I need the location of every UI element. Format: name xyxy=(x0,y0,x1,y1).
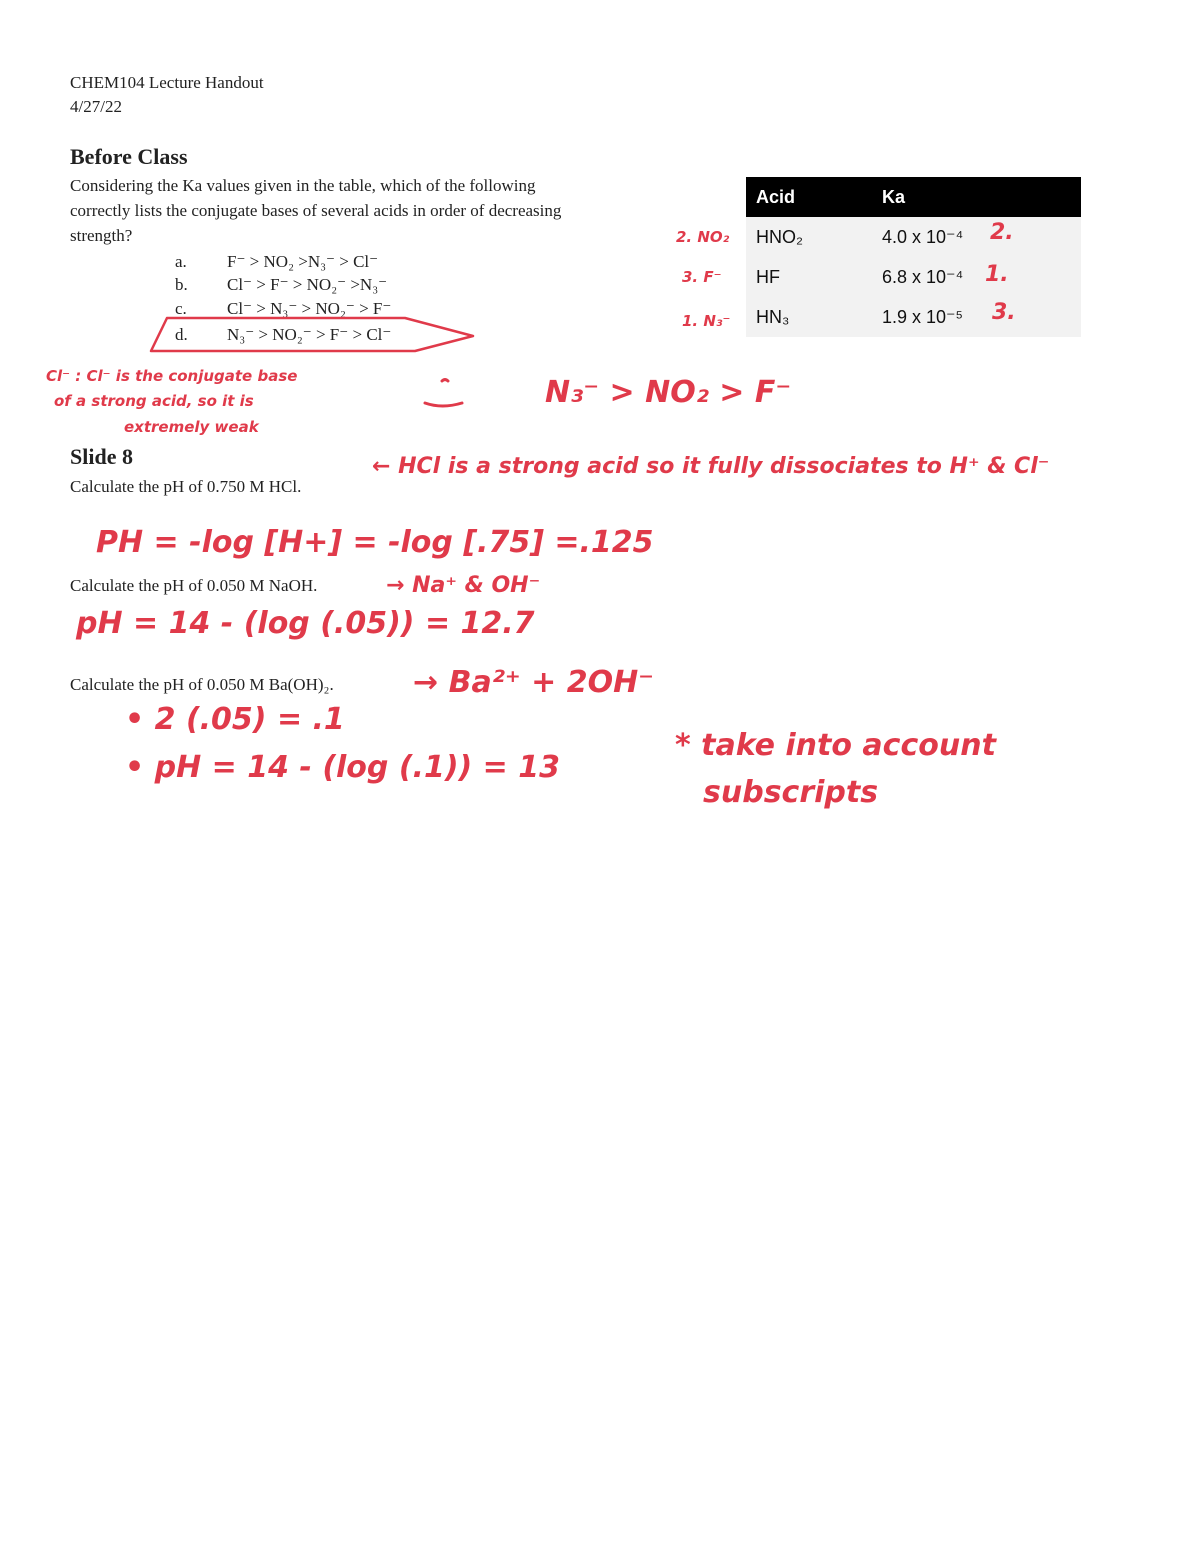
question-line-2: correctly lists the conjugate bases of several acids in order of decreasing xyxy=(70,201,562,220)
acid-cell: HNO₂ xyxy=(746,217,872,257)
ka-table xyxy=(746,177,1081,337)
hand-rank-hf: 1. xyxy=(985,262,1009,287)
hand-rank-no2: 2. NO₂ xyxy=(676,228,730,246)
hand-rank-f: 3. F⁻ xyxy=(682,268,722,286)
hand-reminder-line-2: subscripts xyxy=(703,775,879,810)
hand-baoh-note: → Ba²⁺ + 2OH⁻ xyxy=(413,665,655,700)
choice-letter: a. xyxy=(175,252,187,271)
table-row xyxy=(746,217,1081,257)
ka-cell: 4.0 x 10⁻⁴ xyxy=(872,217,1081,257)
hand-rank-hn3: 3. xyxy=(992,300,1016,325)
hand-approx-mark xyxy=(420,375,465,415)
choice-text: N₃⁻ > NO₂⁻ > F⁻ > Cl⁻ xyxy=(227,325,392,344)
choice-text: Cl⁻ > N₃⁻ > NO₂⁻ > F⁻ xyxy=(227,299,392,318)
hand-cl-note-line-3: extremely weak xyxy=(124,418,259,436)
hand-reminder-line-1: * take into account xyxy=(675,728,996,763)
ka-table-header-row xyxy=(746,177,1081,217)
choice-b xyxy=(175,272,387,297)
hand-rank-hno2: 2. xyxy=(990,220,1014,245)
question-baoh: Calculate the pH of 0.050 M Ba(OH)₂. xyxy=(70,675,334,694)
hand-order-answer: N₃⁻ > NO₂ > F⁻ xyxy=(545,375,792,410)
choice-letter: b. xyxy=(175,275,188,294)
question-line-1: Considering the Ka values given in the table, which of the following xyxy=(70,176,536,195)
ka-column-header: Ka xyxy=(872,177,1081,217)
choice-a xyxy=(175,249,378,274)
course-title: CHEM104 Lecture Handout xyxy=(70,73,264,92)
handout-date: 4/27/22 xyxy=(70,97,122,116)
question-naoh: Calculate the pH of 0.050 M NaOH. xyxy=(70,576,318,595)
choice-d-highlight-shape xyxy=(145,315,480,360)
table-row xyxy=(746,297,1081,337)
acid-column-header: Acid xyxy=(746,177,872,217)
before-class-heading: Before Class xyxy=(70,144,188,169)
question-line-3: strength? xyxy=(70,226,133,245)
hand-rank-n3: 1. N₃⁻ xyxy=(682,312,731,330)
slide-8-heading: Slide 8 xyxy=(70,444,133,469)
hand-baoh-step-2: • pH = 14 - (log (.1)) = 13 xyxy=(125,750,561,785)
ka-cell: 1.9 x 10⁻⁵ xyxy=(872,297,1081,337)
hand-hcl-calc: PH = -log [H+] = -log [.75] =.125 xyxy=(96,525,654,560)
ka-cell: 6.8 x 10⁻⁴ xyxy=(872,257,1081,297)
hand-baoh-step-1: • 2 (.05) = .1 xyxy=(125,702,345,737)
acid-cell: HF xyxy=(746,257,872,297)
question-hcl: Calculate the pH of 0.750 M HCl. xyxy=(70,477,302,496)
choice-letter: c. xyxy=(175,299,187,318)
hand-cl-note-line-1: Cl⁻ : Cl⁻ is the conjugate base xyxy=(46,367,298,385)
hand-cl-note-line-2: of a strong acid, so it is xyxy=(54,392,254,410)
hand-hcl-note: ← HCl is a strong acid so it fully dissociates to H⁺ & Cl⁻ xyxy=(372,454,1050,479)
choice-letter: d. xyxy=(175,325,188,344)
hand-naoh-calc: pH = 14 - (log (.05)) = 12.7 xyxy=(76,606,535,641)
hand-naoh-note: → Na⁺ & OH⁻ xyxy=(386,573,541,598)
table-row xyxy=(746,257,1081,297)
choice-text: F⁻ > NO₂ >N₃⁻ > Cl⁻ xyxy=(227,252,379,271)
acid-cell: HN₃ xyxy=(746,297,872,337)
choice-text: Cl⁻ > F⁻ > NO₂⁻ >N₃⁻ xyxy=(227,275,388,294)
